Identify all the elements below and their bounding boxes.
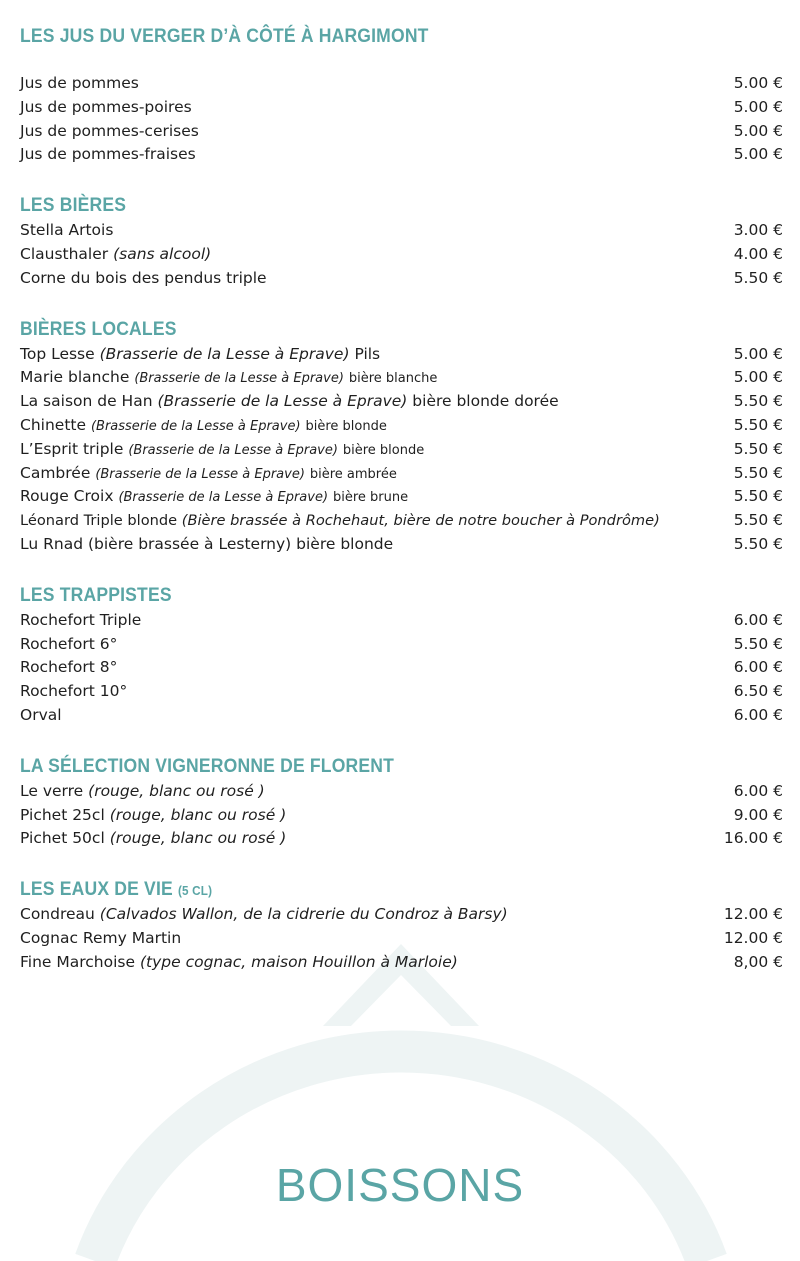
item-price: 6.50 € xyxy=(733,682,783,701)
item-name: Lu Rnad (bière brassée à Lesterny) bière blonde xyxy=(20,534,394,553)
item-note: (Brasserie de la Lesse à Eprave) xyxy=(118,490,329,506)
item-label xyxy=(20,804,728,828)
item-name: Chinette xyxy=(20,415,87,434)
menu-item xyxy=(20,414,783,438)
menu-item xyxy=(20,633,783,657)
item-name: Léonard Triple blonde xyxy=(20,512,178,530)
section-beers xyxy=(20,191,783,290)
item-note: (Calvados Wallon, de la cidrerie du Condroz à Barsy) xyxy=(99,905,508,924)
item-label xyxy=(20,438,728,463)
item-label xyxy=(20,243,728,267)
item-name: Jus de pommes-poires xyxy=(20,97,192,116)
menu-item xyxy=(20,96,783,120)
item-label xyxy=(20,462,728,487)
item-note: (rouge, blanc ou rosé ) xyxy=(109,805,287,824)
item-price: 12.00 € xyxy=(723,928,783,947)
item-price: 6.00 € xyxy=(733,705,783,724)
item-note: (sans alcool) xyxy=(113,244,212,263)
item-price: 5.50 € xyxy=(733,439,783,458)
menu-item xyxy=(20,704,783,728)
item-name: Top Lesse xyxy=(20,344,95,363)
item-label xyxy=(20,827,718,851)
item-price: 5.00 € xyxy=(733,145,783,164)
item-price: 3.00 € xyxy=(733,221,783,240)
section-trappists xyxy=(20,581,783,728)
item-list xyxy=(20,72,783,167)
item-price: 5.50 € xyxy=(733,463,783,482)
item-name: Cambrée xyxy=(20,463,91,482)
item-style: bière brune xyxy=(332,490,409,506)
item-style: bière ambrée xyxy=(309,466,397,482)
item-list xyxy=(20,903,783,974)
item-name: L’Esprit triple xyxy=(20,439,124,458)
item-price: 5.00 € xyxy=(733,344,783,363)
item-price: 12.00 € xyxy=(723,905,783,924)
item-name: Jus de pommes xyxy=(20,74,139,92)
item-price: 5.50 € xyxy=(733,634,783,653)
section-title-text: LES EAUX DE VIE xyxy=(20,878,173,901)
item-price: 5.50 € xyxy=(733,511,783,530)
menu-item xyxy=(20,462,783,486)
item-note: (Brasserie de la Lesse à Eprave) xyxy=(128,442,338,458)
item-price: 4.00 € xyxy=(733,244,783,263)
item-note: (type cognac, maison Houillon à Marloie) xyxy=(139,952,458,971)
item-price: 5.00 € xyxy=(733,97,783,116)
item-style: Pils xyxy=(354,344,381,363)
section-juices xyxy=(20,22,783,167)
item-price: 5.50 € xyxy=(733,268,783,287)
item-label xyxy=(20,366,728,391)
menu-item xyxy=(20,390,783,414)
menu-item xyxy=(20,243,783,267)
menu-item xyxy=(20,827,783,851)
menu-item xyxy=(20,533,783,557)
section-title xyxy=(20,875,707,903)
item-list xyxy=(20,609,783,728)
item-note: (Brasserie de la Lesse à Eprave) xyxy=(157,392,408,411)
menu-item xyxy=(20,951,783,975)
item-name: Fine Marchoise xyxy=(20,952,136,971)
item-price: 6.00 € xyxy=(733,781,783,800)
section-title: LA SÉLECTION VIGNERONNE DE FLORENT xyxy=(20,754,395,777)
section-wine xyxy=(20,752,783,851)
menu-item xyxy=(20,343,783,367)
item-name: Cognac Remy Martin xyxy=(20,928,182,947)
section-title: LES TRAPPISTES xyxy=(20,583,172,606)
item-name: Clausthaler xyxy=(20,244,109,263)
menu-item xyxy=(20,680,783,704)
item-name: Pichet 25cl xyxy=(20,805,105,824)
item-note: (Brasserie de la Lesse à Eprave) xyxy=(134,371,344,387)
menu-item xyxy=(20,927,783,951)
section-title: BIÈRES LOCALES xyxy=(20,317,177,340)
item-name: Corne du bois des pendus triple xyxy=(20,268,267,287)
menu-item xyxy=(20,485,783,509)
item-list xyxy=(20,780,783,851)
item-note: (Bière brassée à Rochehaut, bière de notre boucher à Pondrôme) xyxy=(181,512,660,530)
page-footer-title: BOISSONS xyxy=(275,1159,525,1211)
item-name: Rochefort 10° xyxy=(20,682,128,701)
item-note: (rouge, blanc ou rosé ) xyxy=(88,781,265,800)
item-label xyxy=(20,780,728,804)
section-title: LES JUS DU VERGER D’À CÔTÉ À HARGIMONT xyxy=(20,25,429,47)
item-label xyxy=(20,414,728,439)
item-list xyxy=(20,219,783,290)
item-style: bière blanche xyxy=(348,371,438,387)
arc-decoration xyxy=(95,1052,707,1261)
item-name: Rochefort 6° xyxy=(20,634,118,653)
item-price: 6.00 € xyxy=(733,658,783,677)
item-name: Rochefort Triple xyxy=(20,610,142,629)
menu-item xyxy=(20,267,783,291)
item-name: Marie blanche xyxy=(20,368,130,387)
item-note: (Brasserie de la Lesse à Eprave) xyxy=(99,344,350,363)
item-name: Le verre xyxy=(20,781,84,800)
section-local-beers xyxy=(20,315,783,557)
menu-item xyxy=(20,72,783,96)
menu-item xyxy=(20,780,783,804)
item-price: 6.00 € xyxy=(733,610,783,629)
item-list xyxy=(20,343,783,557)
section-title-note: (5 CL) xyxy=(177,883,213,899)
item-note: (rouge, blanc ou rosé ) xyxy=(109,829,287,848)
item-name: Jus de pommes-fraises xyxy=(20,145,196,164)
item-label xyxy=(20,343,728,367)
item-price: 5.00 € xyxy=(733,368,783,387)
menu-item xyxy=(20,219,783,243)
section-title: LES BIÈRES xyxy=(20,194,127,217)
menu-item xyxy=(20,656,783,680)
item-name: La saison de Han xyxy=(20,392,153,411)
item-price: 5.50 € xyxy=(733,392,783,411)
item-style: bière blonde dorée xyxy=(412,392,559,411)
item-price: 8,00 € xyxy=(733,952,783,971)
item-name: Orval xyxy=(20,705,62,724)
item-name: Rouge Croix xyxy=(20,487,114,506)
drinks-menu xyxy=(20,22,783,999)
item-price: 5.00 € xyxy=(733,74,783,92)
item-note: (Brasserie de la Lesse à Eprave) xyxy=(90,418,301,434)
menu-item xyxy=(20,509,783,533)
item-label xyxy=(20,390,728,414)
item-price: 5.50 € xyxy=(733,534,783,553)
item-style: bière blonde xyxy=(305,418,387,434)
item-name: Stella Artois xyxy=(20,221,114,240)
item-price: 5.00 € xyxy=(733,121,783,140)
item-name: Jus de pommes-cerises xyxy=(20,121,199,140)
menu-item xyxy=(20,143,783,167)
item-price: 16.00 € xyxy=(723,829,783,848)
menu-item xyxy=(20,609,783,633)
item-note: (Brasserie de la Lesse à Eprave) xyxy=(95,466,305,482)
section-spirits xyxy=(20,875,783,974)
item-style: bière blonde xyxy=(342,442,425,458)
item-price: 5.50 € xyxy=(733,487,783,506)
item-price: 5.50 € xyxy=(733,415,783,434)
item-price: 9.00 € xyxy=(733,805,783,824)
item-label xyxy=(20,485,728,510)
menu-item xyxy=(20,804,783,828)
item-label xyxy=(20,509,728,533)
menu-item xyxy=(20,903,783,927)
menu-item xyxy=(20,120,783,144)
item-name: Condreau xyxy=(20,905,95,924)
item-name: Rochefort 8° xyxy=(20,658,118,677)
item-label xyxy=(20,903,718,927)
menu-item xyxy=(20,438,783,462)
menu-item xyxy=(20,366,783,390)
item-name: Pichet 50cl xyxy=(20,829,105,848)
item-label xyxy=(20,951,728,975)
